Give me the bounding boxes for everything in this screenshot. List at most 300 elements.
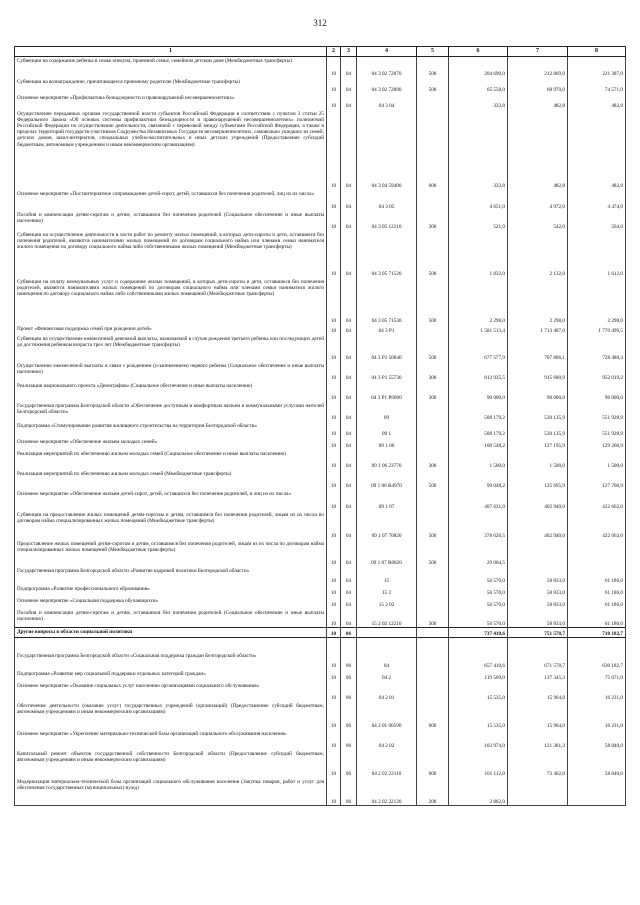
expense-type-cell: 300 xyxy=(417,211,449,231)
section-code-cell: 10 xyxy=(327,438,341,450)
expense-type-cell: 500 xyxy=(417,470,449,490)
amount-year-3-cell: 482,8 xyxy=(568,94,626,110)
amount-year-1-cell: 103 974,0 xyxy=(449,730,508,750)
section-code-cell: 10 xyxy=(327,652,341,670)
amount-year-2-cell: 707 806,1 xyxy=(508,335,568,362)
expense-type-cell xyxy=(417,94,449,110)
amount-year-1-cell: 657 410,6 xyxy=(449,652,508,670)
table-row xyxy=(15,597,626,609)
section-code-cell: 10 xyxy=(327,110,341,190)
amount-year-2-cell: 137 345,3 xyxy=(508,670,568,682)
amount-year-2-cell: 58 833,0 xyxy=(508,567,568,585)
subsection-code-cell: 04 xyxy=(341,190,357,211)
target-article-cell: 04 3 05 12210 xyxy=(357,211,417,231)
amount-year-2-cell: 2 298,0 xyxy=(508,278,568,325)
amount-year-2-cell xyxy=(508,638,568,652)
row-name-cell: Государственная программа Белгородской области «Обеспечение доступным и комфортным жильем и коммунальными услугами жителей Белгородской области» xyxy=(15,402,327,422)
table-total-row xyxy=(15,628,626,638)
section-code-cell: 10 xyxy=(327,670,341,682)
row-name-cell: Основное мероприятие «Оказание социальных услуг населению организациями социального обслуживания» xyxy=(15,682,327,702)
target-article-cell: 04 3 P1 xyxy=(357,325,417,335)
amount-year-1-cell xyxy=(449,638,508,652)
amount-year-1-cell: 378 626,5 xyxy=(449,511,508,540)
row-name-cell: Проект «Финансовая поддержка семей при рождении детей» xyxy=(15,325,327,335)
amount-year-3-cell: 1 612,0 xyxy=(568,231,626,278)
subsection-code-cell: 04 xyxy=(341,231,357,278)
amount-year-3-cell: 58 840,0 xyxy=(568,750,626,778)
section-code-cell: 10 xyxy=(327,585,341,597)
amount-year-2-cell: 2 132,0 xyxy=(508,231,568,278)
section-code-cell: 10 xyxy=(327,778,341,806)
table-row xyxy=(15,450,626,470)
target-article-cell: 09 1 07 xyxy=(357,490,417,511)
section-code-cell: 10 xyxy=(327,730,341,750)
section-code-cell: 10 xyxy=(327,335,341,362)
amount-year-3-cell: 61 186,0 xyxy=(568,609,626,628)
amount-year-1-cell: 4 651,0 xyxy=(449,190,508,211)
row-name-cell: Субвенции на оплату коммунальных услуг и содержание жилых помещений, в которых дети-сироты и дети, оставшиеся без попечения родителей, являются нанимателями жилых помещений по договорам социального найма или членами семьи нанимателя жилого помещения по договору социального найма либо собственниками жилых помещений (Межбюджетные трансферты) xyxy=(15,278,327,325)
subsection-code-cell: 04 xyxy=(341,402,357,422)
amount-year-1-cell: 65 558,0 xyxy=(449,78,508,94)
row-name-cell: Осуществление ежемесячной выплаты в связи с рождением (усыновлением) первого ребенка (Социальное обеспечение и иные выплаты населению) xyxy=(15,362,327,382)
amount-year-1-cell: 2 862,0 xyxy=(449,778,508,806)
amount-year-2-cell: 671 578,7 xyxy=(508,652,568,670)
amount-year-2-cell: 530 135,9 xyxy=(508,422,568,438)
section-code-cell: 10 xyxy=(327,362,341,382)
section-code-cell: 10 xyxy=(327,402,341,422)
amount-year-2-cell: 530 135,9 xyxy=(508,402,568,422)
amount-year-3-cell: 127 766,9 xyxy=(568,470,626,490)
row-name-cell: Капитальный ремонт объектов государственной собственности Белгородской области (Предоставление субсидий бюджетным, автономным учреждениям и иным некоммерческим организациям) xyxy=(15,750,327,778)
table-row xyxy=(15,438,626,450)
section-code-cell: 10 xyxy=(327,231,341,278)
table-row xyxy=(15,567,626,585)
row-name-cell: Основное мероприятие «Обеспечение жильем молодых семей» xyxy=(15,438,327,450)
column-header: 2 xyxy=(327,47,341,57)
row-name-cell: Субвенции на осуществление деятельности в части работ по ремонту жилых помещений, в которых дети-сироты и дети, оставшиеся без попечения родителей, являются нанимателями жилых помещений по договорам социального найма или членами семьи нанимателя жилого помещения по договору социального найма либо собственниками жилых помещений (Межбюджетные трансферты) xyxy=(15,231,327,278)
amount-year-1-cell: 737 410,6 xyxy=(449,628,508,638)
expense-type-cell xyxy=(417,190,449,211)
amount-year-3-cell: 90 000,0 xyxy=(568,382,626,402)
target-article-cell: 04 2 01 xyxy=(357,682,417,702)
section-code-cell: 10 xyxy=(327,490,341,511)
amount-year-1-cell: 333,8 xyxy=(449,110,508,190)
expense-type-cell: 500 xyxy=(417,78,449,94)
expense-type-cell: 500 xyxy=(417,57,449,78)
amount-year-2-cell: 90 000,0 xyxy=(508,382,568,402)
table-row xyxy=(15,335,626,362)
expense-type-cell xyxy=(417,670,449,682)
target-article-cell xyxy=(357,638,417,652)
target-article-cell: 09 1 06 23770 xyxy=(357,450,417,470)
column-header: 8 xyxy=(568,47,626,57)
amount-year-1-cell: 100 548,2 xyxy=(449,438,508,450)
expense-type-cell: 500 xyxy=(417,540,449,567)
amount-year-2-cell: 73 402,0 xyxy=(508,750,568,778)
amount-year-3-cell: 482,8 xyxy=(568,110,626,190)
target-article-cell: 15 2 02 xyxy=(357,597,417,609)
amount-year-3-cell xyxy=(568,638,626,652)
row-name-cell: Субвенции на предоставление жилых помещений детям-сиротам и детям, оставшимся без попечения родителей, лицам из их числа по договорам найма специализированных жилых помещений (Межбюджетные трансферты) xyxy=(15,511,327,540)
row-name-cell: Реализация национального проекта «Демография» (Социальное обеспечение и иные выплаты населению) xyxy=(15,382,327,402)
section-code-cell: 10 xyxy=(327,540,341,567)
row-name-cell: Основное мероприятие «Социальная поддержка обучающихся» xyxy=(15,597,327,609)
row-name-cell: Государственная программа Белгородской области «Развитие кадровой политики Белгородской области» xyxy=(15,567,327,585)
section-code-cell: 10 xyxy=(327,597,341,609)
section-code-cell: 10 xyxy=(327,57,341,78)
table-row xyxy=(15,670,626,682)
target-article-cell: 04 2 02 22120 xyxy=(357,778,417,806)
section-code-cell: 10 xyxy=(327,450,341,470)
target-article-cell: 04 3 04 59400 xyxy=(357,110,417,190)
expense-type-cell xyxy=(417,730,449,750)
row-name-cell: Реализация мероприятий по обеспечению жильем молодых семей (Межбюджетные трансферты) xyxy=(15,470,327,490)
subsection-code-cell: 04 xyxy=(341,335,357,362)
expense-type-cell: 300 xyxy=(417,609,449,628)
column-header: 4 xyxy=(357,47,417,57)
amount-year-3-cell: 129 266,9 xyxy=(568,438,626,450)
amount-year-3-cell: 1 500,0 xyxy=(568,450,626,470)
row-name-cell: Субвенции на вознаграждение, причитающееся приемному родителю (Межбюджетные трансферты) xyxy=(15,78,327,94)
table-body xyxy=(15,57,626,806)
amount-year-2-cell: 58 833,0 xyxy=(508,609,568,628)
table-row xyxy=(15,190,626,211)
target-article-cell: 09 1 06 R4970 xyxy=(357,470,417,490)
amount-year-1-cell: 521,0 xyxy=(449,211,508,231)
row-name-cell: Субвенции на осуществление ежемесячной денежной выплаты, назначаемой в случае рождения третьего ребенка или последующих детей до достижения ребенком возраста трех лет (Межбюджетные трансферты) xyxy=(15,335,327,362)
table-row xyxy=(15,422,626,438)
expense-type-cell: 500 xyxy=(417,278,449,325)
amount-year-2-cell: 15 964,0 xyxy=(508,702,568,730)
table-row xyxy=(15,211,626,231)
table-row xyxy=(15,57,626,78)
amount-year-2-cell: 751 578,7 xyxy=(508,628,568,638)
target-article-cell: 04 3 05 xyxy=(357,190,417,211)
expense-type-cell xyxy=(417,628,449,638)
target-article-cell: 04 2 01 00590 xyxy=(357,702,417,730)
amount-year-3-cell: 16 231,0 xyxy=(568,702,626,730)
table-row xyxy=(15,702,626,730)
subsection-code-cell xyxy=(341,638,357,652)
amount-year-1-cell: 119 509,0 xyxy=(449,670,508,682)
amount-year-2-cell: 402 940,0 xyxy=(508,511,568,540)
target-article-cell: 09 1 xyxy=(357,422,417,438)
subsection-code-cell: 04 xyxy=(341,57,357,78)
section-code-cell xyxy=(327,638,341,652)
expense-type-cell xyxy=(417,597,449,609)
expense-type-cell: 300 xyxy=(417,382,449,402)
expense-type-cell xyxy=(417,567,449,585)
table-row xyxy=(15,652,626,670)
target-article-cell: 15 2 02 12210 xyxy=(357,609,417,628)
subsection-code-cell: 06 xyxy=(341,682,357,702)
subsection-code-cell: 06 xyxy=(341,652,357,670)
section-code-cell: 10 xyxy=(327,382,341,402)
amount-year-3-cell: 551 928,9 xyxy=(568,422,626,438)
section-code-cell: 10 xyxy=(327,78,341,94)
amount-year-3-cell: 61 186,0 xyxy=(568,597,626,609)
row-name-cell: Основное мероприятие «Укрепление материально-технической базы организаций социального обслуживания населения» xyxy=(15,730,327,750)
table-header-row xyxy=(15,47,626,57)
amount-year-1-cell: 1 832,0 xyxy=(449,231,508,278)
subsection-code-cell: 04 xyxy=(341,597,357,609)
section-code-cell: 10 xyxy=(327,422,341,438)
amount-year-3-cell: 74 571,0 xyxy=(568,78,626,94)
amount-year-2-cell xyxy=(508,540,568,567)
section-code-cell: 10 xyxy=(327,511,341,540)
subsection-code-cell: 04 xyxy=(341,382,357,402)
subsection-code-cell: 04 xyxy=(341,585,357,597)
amount-year-2-cell: 125 695,9 xyxy=(508,470,568,490)
amount-year-3-cell: 551 928,9 xyxy=(568,402,626,422)
amount-year-3-cell: 422 662,0 xyxy=(568,490,626,511)
row-name-cell: Другие вопросы в области социальной политики xyxy=(15,628,327,638)
subsection-code-cell: 06 xyxy=(341,778,357,806)
target-article-cell: 04 3 P1 P0000 xyxy=(357,382,417,402)
table-row xyxy=(15,540,626,567)
expense-type-cell xyxy=(417,638,449,652)
amount-year-3-cell: 58 840,0 xyxy=(568,730,626,750)
subsection-code-cell: 04 xyxy=(341,110,357,190)
amount-year-3-cell: 422 662,0 xyxy=(568,511,626,540)
table-row xyxy=(15,78,626,94)
row-name-cell: Пособия и компенсации детям-сиротам и детям, оставшимся без попечения родителей (Социальное обеспечение и иные выплаты населению) xyxy=(15,211,327,231)
column-header: 6 xyxy=(449,47,508,57)
subsection-code-cell: 06 xyxy=(341,702,357,730)
expense-type-cell: 500 xyxy=(417,231,449,278)
target-article-cell: 04 3 P1 50840 xyxy=(357,335,417,362)
amount-year-1-cell: 333,8 xyxy=(449,94,508,110)
amount-year-1-cell: 1 581 513,4 xyxy=(449,325,508,335)
table-row xyxy=(15,750,626,778)
expense-type-cell: 600 xyxy=(417,110,449,190)
table-row xyxy=(15,778,626,806)
amount-year-1-cell: 407 631,0 xyxy=(449,490,508,511)
table-row xyxy=(15,110,626,190)
section-code-cell: 10 xyxy=(327,470,341,490)
expense-type-cell xyxy=(417,490,449,511)
amount-year-3-cell: 564,0 xyxy=(568,211,626,231)
table-row xyxy=(15,278,626,325)
row-name-cell: Основное мероприятие «Профилактика безнадзорности и правонарушений несовершеннолетних» xyxy=(15,94,327,110)
amount-year-2-cell: 15 964,0 xyxy=(508,682,568,702)
target-article-cell: 04 3 05 71520 xyxy=(357,231,417,278)
section-code-cell: 10 xyxy=(327,325,341,335)
target-article-cell xyxy=(357,628,417,638)
target-article-cell: 09 1 07 R0820 xyxy=(357,540,417,567)
table-row xyxy=(15,682,626,702)
amount-year-2-cell: 542,0 xyxy=(508,211,568,231)
amount-year-3-cell: 4 474,0 xyxy=(568,190,626,211)
target-article-cell: 04 3 P1 55730 xyxy=(357,362,417,382)
table-row xyxy=(15,470,626,490)
target-article-cell: 09 1 06 xyxy=(357,438,417,450)
table-row xyxy=(15,362,626,382)
amount-year-3-cell xyxy=(568,778,626,806)
section-code-cell: 10 xyxy=(327,609,341,628)
amount-year-2-cell: 482,8 xyxy=(508,110,568,190)
expense-type-cell xyxy=(417,325,449,335)
amount-year-3-cell: 221 387,0 xyxy=(568,57,626,78)
target-article-cell: 04 3 05 71530 xyxy=(357,278,417,325)
section-code-cell: 10 xyxy=(327,682,341,702)
table-row xyxy=(15,94,626,110)
subsection-code-cell: 04 xyxy=(341,438,357,450)
target-article-cell: 09 xyxy=(357,402,417,422)
column-header: 5 xyxy=(417,47,449,57)
amount-year-2-cell: 127 195,9 xyxy=(508,438,568,450)
target-article-cell: 15 2 xyxy=(357,585,417,597)
expense-type-cell xyxy=(417,422,449,438)
expense-type-cell xyxy=(417,438,449,450)
subsection-code-cell: 04 xyxy=(341,609,357,628)
amount-year-1-cell: 99 048,2 xyxy=(449,470,508,490)
subsection-code-cell: 04 xyxy=(341,450,357,470)
amount-year-1-cell: 15 535,0 xyxy=(449,702,508,730)
subsection-code-cell: 04 xyxy=(341,94,357,110)
target-article-cell: 04 3 02 72890 xyxy=(357,78,417,94)
subsection-code-cell: 04 xyxy=(341,470,357,490)
section-code-cell: 10 xyxy=(327,702,341,730)
amount-year-1-cell: 508 179,2 xyxy=(449,402,508,422)
subsection-code-cell: 04 xyxy=(341,511,357,540)
table-row xyxy=(15,402,626,422)
subsection-code-cell: 04 xyxy=(341,211,357,231)
expense-type-cell: 200 xyxy=(417,778,449,806)
target-article-cell: 04 3 02 72870 xyxy=(357,57,417,78)
expense-type-cell: 600 xyxy=(417,702,449,730)
amount-year-3-cell: 75 071,0 xyxy=(568,670,626,682)
amount-year-1-cell: 677 577,9 xyxy=(449,335,508,362)
amount-year-1-cell: 2 298,0 xyxy=(449,278,508,325)
section-code-cell: 10 xyxy=(327,750,341,778)
row-name-cell xyxy=(15,638,327,652)
subsection-code-cell: 06 xyxy=(341,628,357,638)
target-article-cell: 09 1 07 70820 xyxy=(357,511,417,540)
section-code-cell: 10 xyxy=(327,94,341,110)
row-name-cell: Осуществление переданных органам государственной власти субъектов Российской Федерации в соответствии с пунктом 3 статьи 25 Федерального Закона «Об основах системы профилактики безнадзорности и правонарушений несовершеннолетних» полномочий Российской Федерации по осуществлению деятельности, связанной с перевозкой между субъектами Российской Федерации, а также в пределах территорий государств-участников Содружества Независимых Государств несовершеннолетних, самовольно ушедших из семей, детских домов, школ-интернатов, специальных учебно-воспитательных и иных детских учреждений (Предоставление субсидий бюджетным, автономным учреждениям и иным некоммерческим организациям) xyxy=(15,110,327,190)
expense-type-cell xyxy=(417,402,449,422)
amount-year-2-cell: 4 972,0 xyxy=(508,190,568,211)
amount-year-2-cell: 58 833,0 xyxy=(508,585,568,597)
row-name-cell: Подпрограмма «Развитие мер социальной поддержки отдельных категорий граждан» xyxy=(15,670,327,682)
budget-table xyxy=(14,46,626,806)
expense-type-cell: 500 xyxy=(417,511,449,540)
amount-year-3-cell: 16 231,0 xyxy=(568,682,626,702)
target-article-cell: 04 2 xyxy=(357,670,417,682)
expense-type-cell: 300 xyxy=(417,362,449,382)
column-header: 1 xyxy=(15,47,327,57)
amount-year-1-cell: 204 690,0 xyxy=(449,57,508,78)
subsection-code-cell: 04 xyxy=(341,422,357,438)
expense-type-cell xyxy=(417,682,449,702)
section-code-cell: 10 xyxy=(327,278,341,325)
expense-type-cell xyxy=(417,652,449,670)
amount-year-3-cell: 1 770 499,5 xyxy=(568,325,626,335)
amount-year-2-cell: 212 869,0 xyxy=(508,57,568,78)
page-number: 312 xyxy=(313,18,327,28)
table-row xyxy=(15,231,626,278)
table-row xyxy=(15,382,626,402)
amount-year-3-cell: 710 182,7 xyxy=(568,628,626,638)
amount-year-2-cell: 68 970,0 xyxy=(508,78,568,94)
amount-year-3-cell: 61 186,0 xyxy=(568,585,626,597)
table-row xyxy=(15,511,626,540)
column-header: 3 xyxy=(341,47,357,57)
expense-type-cell: 300 xyxy=(417,450,449,470)
row-name-cell: Обеспечение деятельности (оказание услуг) государственных учреждений (организаций) (Предоставление субсидий бюджетным, автономным учреждениям и иным некоммерческим организациям) xyxy=(15,702,327,730)
row-name-cell: Подпрограмма «Стимулирование развития жилищного строительства на территории Белгородской области» xyxy=(15,422,327,438)
target-article-cell: 04 2 02 22110 xyxy=(357,750,417,778)
amount-year-3-cell: 630 182,7 xyxy=(568,652,626,670)
subsection-code-cell: 06 xyxy=(341,750,357,778)
amount-year-1-cell: 15 535,0 xyxy=(449,682,508,702)
table-row xyxy=(15,490,626,511)
amount-year-1-cell: 29 004,5 xyxy=(449,540,508,567)
amount-year-2-cell: 482,8 xyxy=(508,94,568,110)
amount-year-3-cell: 952 019,2 xyxy=(568,362,626,382)
subsection-code-cell: 06 xyxy=(341,670,357,682)
subsection-code-cell: 04 xyxy=(341,362,357,382)
amount-year-1-cell: 90 000,0 xyxy=(449,382,508,402)
subsection-code-cell: 04 xyxy=(341,78,357,94)
target-article-cell: 04 3 04 xyxy=(357,94,417,110)
expense-type-cell: 600 xyxy=(417,750,449,778)
amount-year-1-cell: 56 570,0 xyxy=(449,597,508,609)
section-code-cell: 10 xyxy=(327,567,341,585)
subsection-code-cell: 04 xyxy=(341,540,357,567)
subsection-code-cell: 04 xyxy=(341,278,357,325)
target-article-cell: 15 xyxy=(357,567,417,585)
row-name-cell: Основное мероприятие «Обеспечение жильем детей-сирот, детей, оставшихся без попечения родителей, и лиц из их числа» xyxy=(15,490,327,511)
amount-year-1-cell: 101 112,0 xyxy=(449,750,508,778)
section-code-cell: 10 xyxy=(327,211,341,231)
table-row xyxy=(15,325,626,335)
subsection-code-cell: 04 xyxy=(341,490,357,511)
table-row xyxy=(15,609,626,628)
amount-year-2-cell: 121 381,3 xyxy=(508,730,568,750)
row-name-cell: Предоставление жилых помещений детям-сиротам и детям, оставшимся без попечения родителей, лицам из их числа по договорам найма специализированных жилых помещений (Межбюджетные трансферты) xyxy=(15,540,327,567)
amount-year-1-cell: 508 179,2 xyxy=(449,422,508,438)
amount-year-1-cell: 813 935,5 xyxy=(449,362,508,382)
target-article-cell: 04 2 02 xyxy=(357,730,417,750)
column-header: 7 xyxy=(508,47,568,57)
amount-year-2-cell xyxy=(508,778,568,806)
table-row xyxy=(15,585,626,597)
table-row xyxy=(15,730,626,750)
amount-year-2-cell: 402 940,0 xyxy=(508,490,568,511)
target-article-cell: 04 xyxy=(357,652,417,670)
row-name-cell: Пособия и компенсации детям-сиротам и детям, оставшимся без попечения родителей (Социальное обеспечение и иные выплаты населению) xyxy=(15,609,327,628)
row-name-cell: Основное мероприятие «Постинтернатное сопровождение детей-сирот, детей, оставшихся без попечения родителей, лиц из их числа» xyxy=(15,190,327,211)
amount-year-2-cell: 1 713 487,0 xyxy=(508,325,568,335)
subsection-code-cell: 04 xyxy=(341,567,357,585)
amount-year-3-cell xyxy=(568,540,626,567)
subsection-code-cell: 04 xyxy=(341,325,357,335)
amount-year-2-cell: 58 833,0 xyxy=(508,597,568,609)
row-name-cell: Модернизация материально-технической базы организаций социального обслуживания населения (Закупка товаров, работ и услуг для обеспечения государственных (муниципальных) нужд) xyxy=(15,778,327,806)
amount-year-1-cell: 1 500,0 xyxy=(449,450,508,470)
amount-year-1-cell: 56 570,0 xyxy=(449,609,508,628)
row-name-cell: Субвенции на содержание ребенка в семье опекуна, приемной семье, семейном детском доме (Межбюджетные трансферты) xyxy=(15,57,327,78)
expense-type-cell: 500 xyxy=(417,335,449,362)
subsection-code-cell: 06 xyxy=(341,730,357,750)
amount-year-2-cell: 915 680,9 xyxy=(508,362,568,382)
section-code-cell: 10 xyxy=(327,628,341,638)
section-code-cell: 10 xyxy=(327,190,341,211)
row-name-cell: Государственная программа Белгородской области «Социальная поддержка граждан Белгородской области» xyxy=(15,652,327,670)
amount-year-2-cell: 1 500,0 xyxy=(508,450,568,470)
